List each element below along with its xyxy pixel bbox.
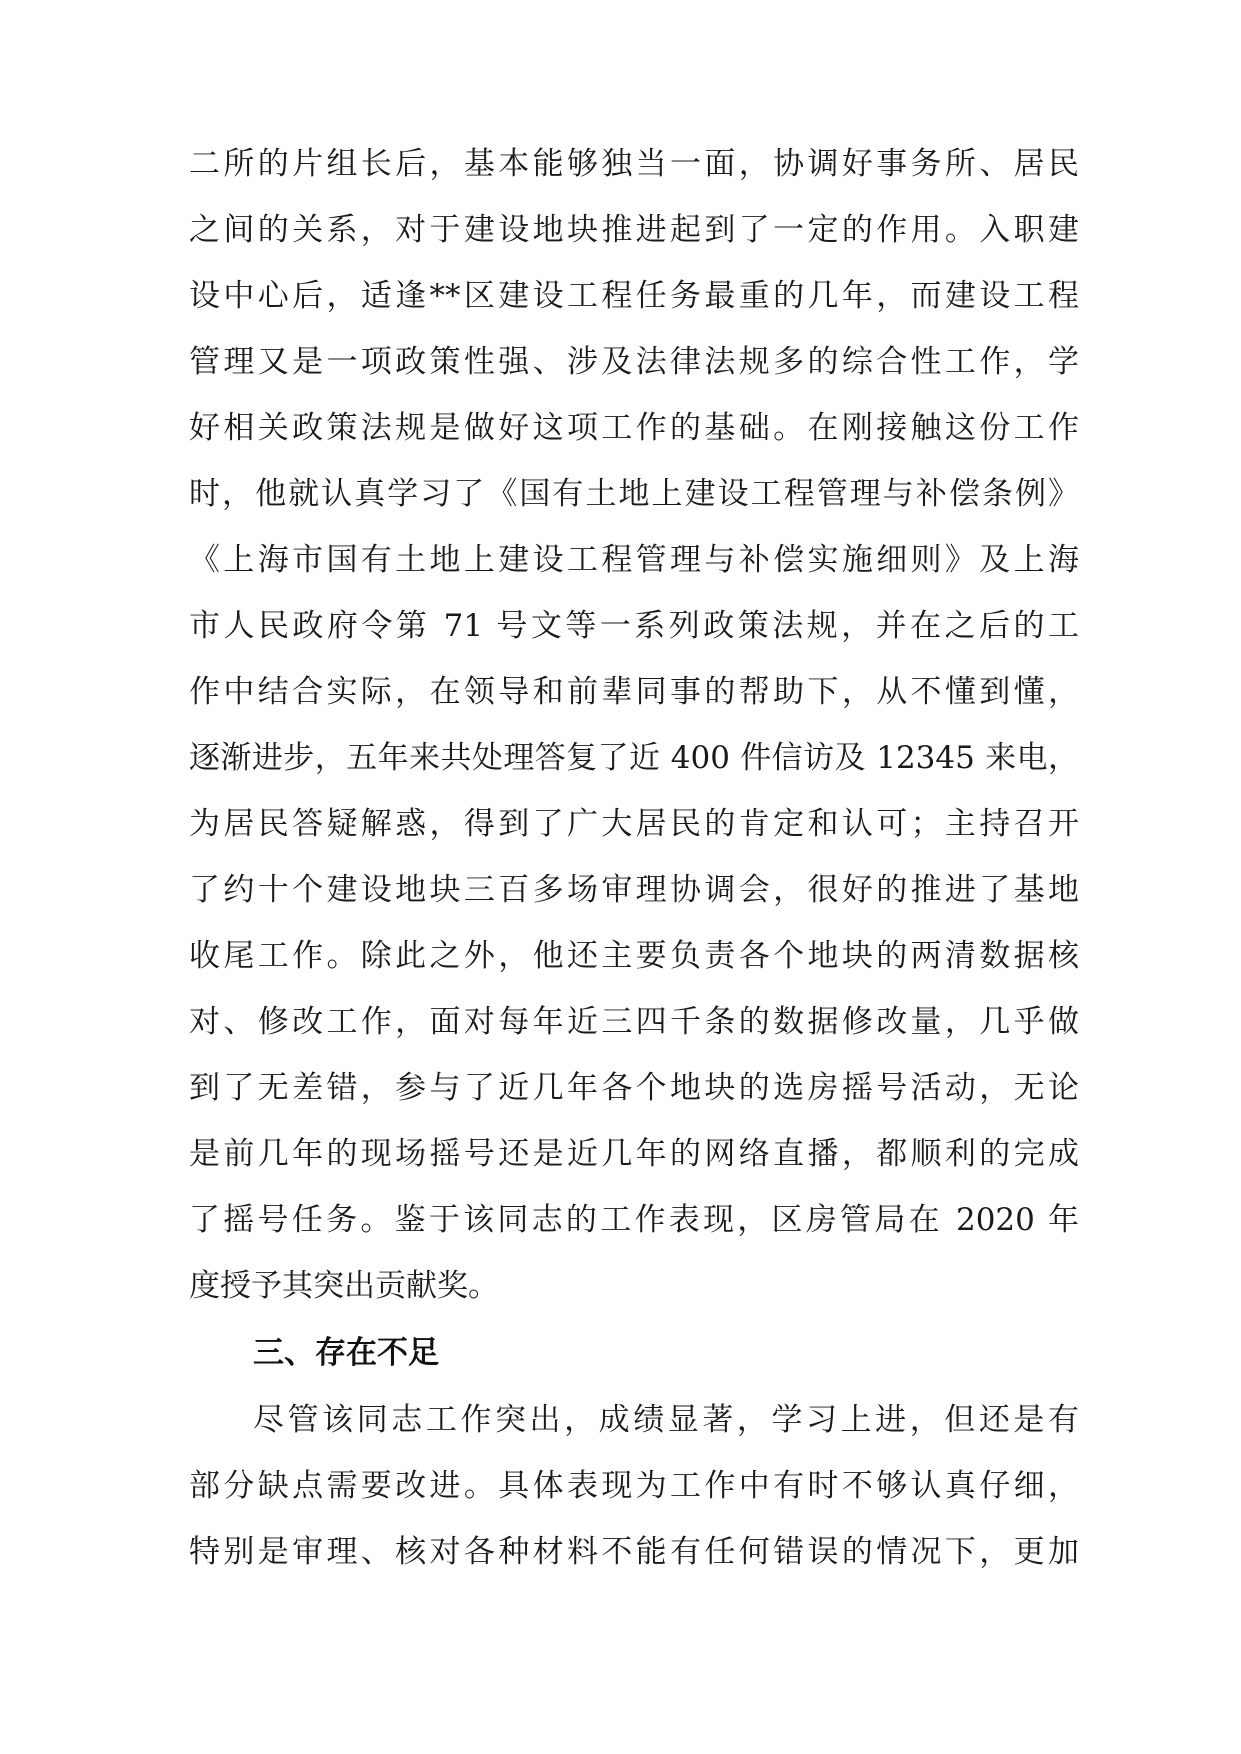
text-line: 特别是审理、核对各种材料不能有任何错误的情况下，更加 xyxy=(189,1534,1079,1570)
text-line: 时，他就认真学习了《国有土地上建设工程管理与补偿条例》 xyxy=(189,476,1079,512)
text-line: 《上海市国有土地上建设工程管理与补偿实施细则》及上海 xyxy=(189,542,1079,578)
text-line: 之间的关系，对于建设地块推进起到了一定的作用。入职建 xyxy=(189,212,1079,248)
text-line: 管理又是一项政策性强、涉及法律法规多的综合性工作，学 xyxy=(189,344,1079,380)
text-line: 逐渐进步，五年来共处理答复了近 400 件信访及 12345 来电， xyxy=(189,740,1079,776)
text-line: 对、修改工作，面对每年近三四千条的数据修改量，几乎做 xyxy=(189,1004,1079,1040)
text-line: 部分缺点需要改进。具体表现为工作中有时不够认真仔细， xyxy=(189,1468,1079,1504)
text-line: 尽管该同志工作突出，成绩显著，学习上进，但还是有 xyxy=(253,1402,1079,1438)
text-line: 是前几年的现场摇号还是近几年的网络直播，都顺利的完成 xyxy=(189,1136,1079,1172)
text-line: 了摇号任务。鉴于该同志的工作表现，区房管局在 2020 年 xyxy=(189,1202,1079,1238)
text-line: 到了无差错，参与了近几年各个地块的选房摇号活动，无论 xyxy=(189,1070,1079,1106)
text-line: 收尾工作。除此之外，他还主要负责各个地块的两清数据核 xyxy=(189,938,1079,974)
text-line: 二所的片组长后，基本能够独当一面，协调好事务所、居民 xyxy=(189,146,1079,182)
text-line: 好相关政策法规是做好这项工作的基础。在刚接触这份工作 xyxy=(189,410,1079,446)
text-line: 了约十个建设地块三百多场审理协调会，很好的推进了基地 xyxy=(189,872,1079,908)
text-line: 度授予其突出贡献奖。 xyxy=(189,1268,499,1304)
text-line: 市人民政府令第 71 号文等一系列政策法规，并在之后的工 xyxy=(189,608,1079,644)
text-line: 设中心后，适逢**区建设工程任务最重的几年，而建设工程 xyxy=(189,278,1079,314)
text-line: 为居民答疑解惑，得到了广大居民的肯定和认可；主持召开 xyxy=(189,806,1079,842)
text-line: 作中结合实际，在领导和前辈同事的帮助下，从不懂到懂， xyxy=(189,674,1079,710)
section-heading: 三、存在不足 xyxy=(253,1335,439,1371)
